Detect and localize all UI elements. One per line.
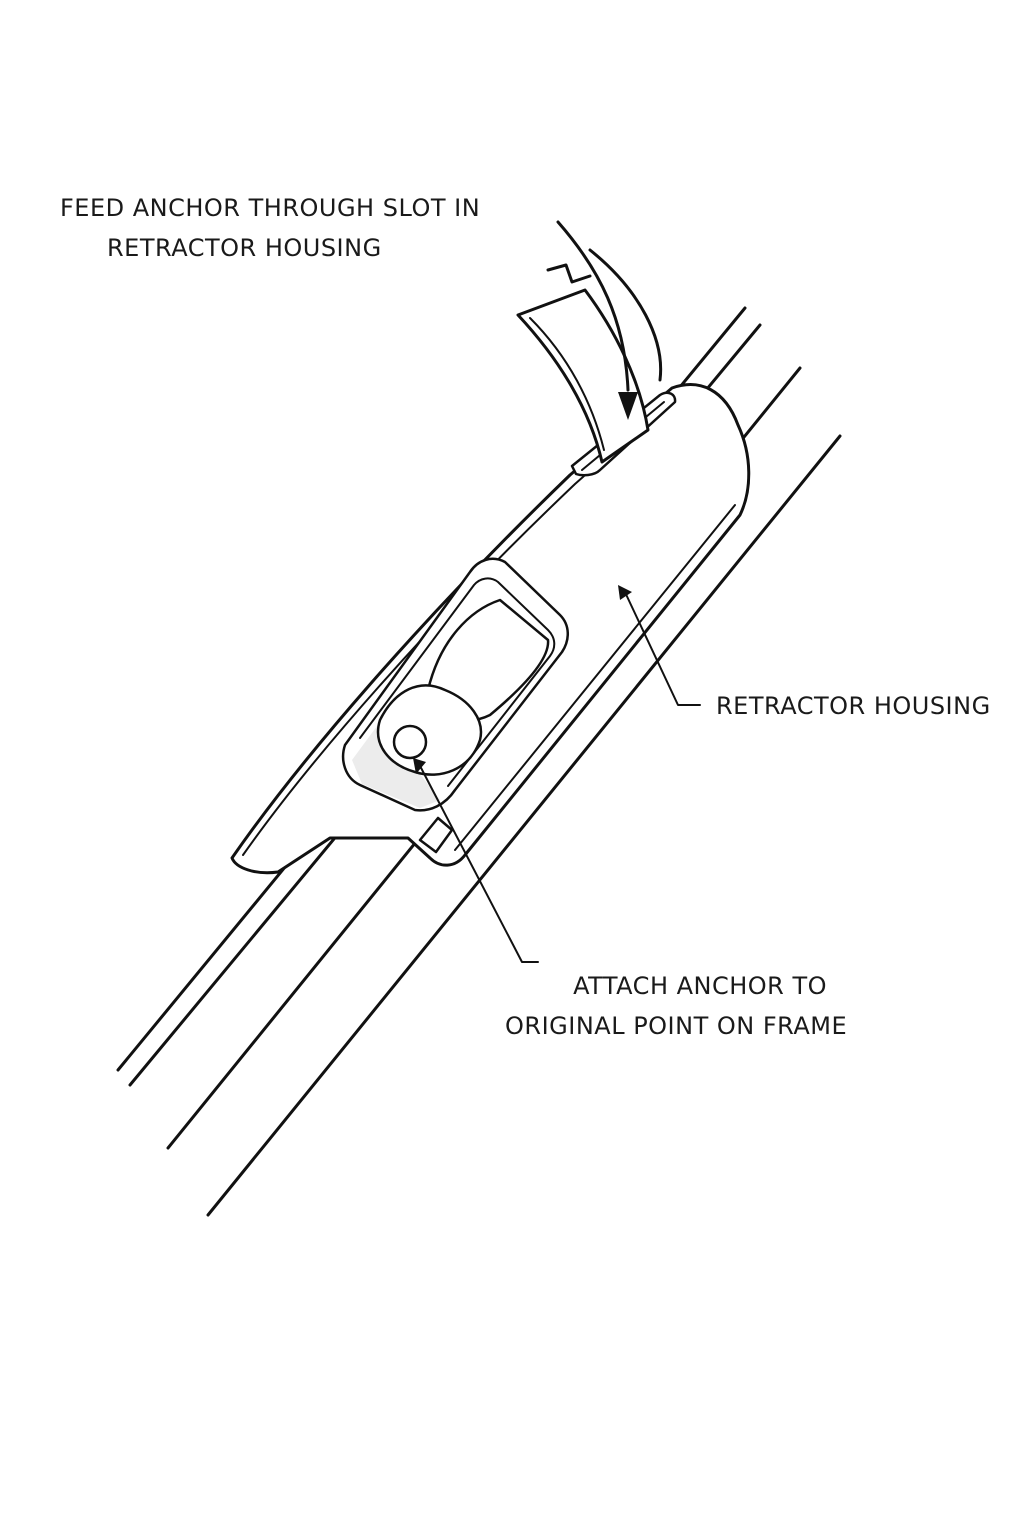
attach-anchor-callout-line2: ORIGINAL POINT ON FRAME: [505, 1012, 848, 1040]
attach-anchor-callout: [505, 966, 847, 1046]
attach-anchor-callout-line1: ATTACH ANCHOR TO: [573, 972, 828, 1000]
feed-anchor-callout: [60, 188, 480, 268]
retractor-housing-callout: RETRACTOR HOUSING: [716, 692, 991, 720]
feed-anchor-callout-line1: FEED ANCHOR THROUGH SLOT IN: [60, 194, 481, 222]
feed-anchor-callout-line2: RETRACTOR HOUSING: [107, 234, 382, 262]
